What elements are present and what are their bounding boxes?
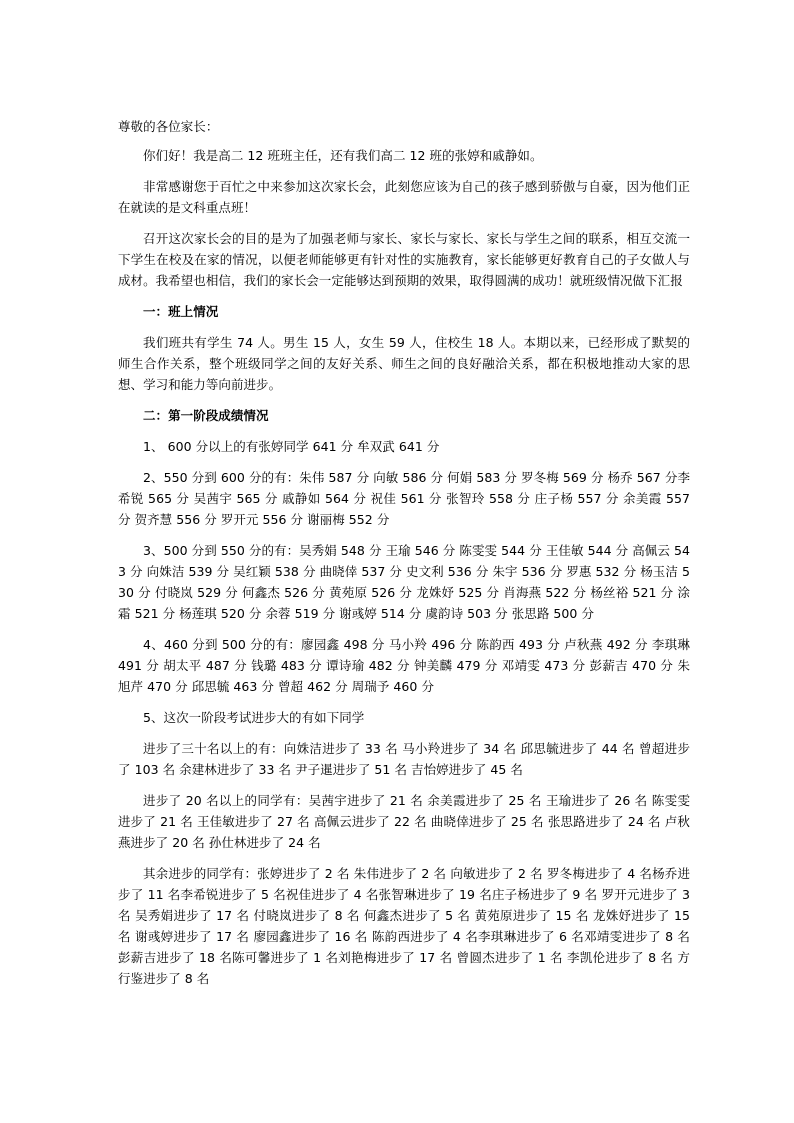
section-1-heading: 一：班上情况 (143, 304, 219, 319)
document-page (118, 116, 690, 999)
section-2-heading: 二：第一阶段成绩情况 (143, 408, 269, 423)
score-item-5: 5、这次一阶段考试进步大的有如下同学 (143, 710, 365, 725)
thanks-paragraph: 非常感谢您于百忙之中来参加这次家长会，此刻您应该为自己的孩子感到骄傲与自豪，因为他们正在就读的是文科重点班！ (118, 179, 690, 215)
progress-20-paragraph: 进步了 20 名以上的同学有：吴茜宇进步了 21 名 余美霞进步了 25 名 王瑜进步了 26 名 陈雯雯进步了 21 名 王佳敏进步了 27 名 高佩云进步了 22 名 曲晓倖进步了 25 名 张思路进步了 24 名 卢秋燕进步了 20 名 孙仕林进步了 24 名 (118, 793, 690, 850)
progress-other-paragraph: 其余进步的同学有：张婷进步了 2 名 朱伟进步了 2 名 向敏进步了 2 名 罗冬梅进步了 4 名杨乔进步了 11 名李希锐进步了 5 名祝佳进步了 4 名张智琳进步了 19 名庄子杨进步了 9 名 罗开元进步了 3 名 吴秀娟进步了 17 名 付晓岚进步了 8 名 何鑫杰进步了 5 名 黄苑原进步了 15 名 龙姝妤进步了 15 名 谢彧婷进步了 17 名 廖园鑫进步了 16 名 陈韵西进步了 4 名李琪琳进步了 6 名邓靖雯进步了 8 名彭薪吉进步了 18 名陈可馨进步了 1 名刘艳梅进步了 17 名 曾圆杰进步了 1 名 李凯伦进步了 8 名 方行鉴进步了 8 名 (118, 866, 690, 986)
class-situation-paragraph: 我们班共有学生 74 人。男生 15 人，女生 59 人，住校生 18 人。本期以来，已经形成了默契的师生合作关系，整个班级同学之间的友好关系、师生之间的良好融洽关系，都在积极地推动大家的思想、学习和能力等向前进步。 (118, 335, 690, 392)
score-item-2: 2、550 分到 600 分的有：朱伟 587 分 向敏 586 分 何娟 583 分 罗冬梅 569 分 杨乔 567 分李希锐 565 分 吴茜宇 565 分 戚静如 564 分 祝佳 561 分 张智玲 558 分 庄子杨 557 分 余美霞 557 分 贺齐慧 556 分 罗开元 556 分 谢丽梅 552 分 (118, 470, 690, 527)
score-item-4: 4、460 分到 500 分的有：廖园鑫 498 分 马小羚 496 分 陈韵西 493 分 卢秋燕 492 分 李琪琳 491 分 胡太平 487 分 钱璐 483 分 谭诗瑜 482 分 钟美麟 479 分 邓靖雯 473 分 彭薪吉 470 分 朱旭芹 470 分 邱思毓 463 分 曾超 462 分 周瑞予 460 分 (118, 637, 690, 694)
greeting: 尊敬的各位家长： (118, 119, 219, 134)
intro-paragraph: 你们好！我是高二 12 班班主任，还有我们高二 12 班的张婷和戚静如。 (143, 148, 543, 163)
score-item-3: 3、500 分到 550 分的有：吴秀娟 548 分 王瑜 546 分 陈雯雯 544 分 王佳敏 544 分 高佩云 543 分 向姝洁 539 分 吴红颖 538 分 曲晓倖 537 分 史文利 536 分 朱宇 536 分 罗惠 532 分 杨玉洁 530 分 付晓岚 529 分 何鑫杰 526 分 黄苑原 526 分 龙姝妤 525 分 肖海燕 522 分 杨丝裕 521 分 涂霜 521 分 杨莲琪 520 分 余蓉 519 分 谢彧婷 514 分 虞韵诗 503 分 张思路 500 分 (118, 543, 690, 621)
purpose-paragraph: 召开这次家长会的目的是为了加强老师与家长、家长与家长、家长与学生之间的联系，相互交流一下学生在校及在家的情况，以便老师能够更有针对性的实施教育，家长能够更好教育自己的子女做人与成材。我希望也相信，我们的家长会一定能够达到预期的效果，取得圆满的成功！就班级情况做下汇报 (118, 231, 690, 288)
score-item-1: 1、 600 分以上的有张婷同学 641 分 牟双武 641 分 (143, 439, 440, 454)
progress-30-paragraph: 进步了三十名以上的有：向姝洁进步了 33 名 马小羚进步了 34 名 邱思毓进步了 44 名 曾超进步了 103 名 余建林进步了 33 名 尹子暹进步了 51 名 吉怡婷进步了 45 名 (118, 741, 690, 777)
